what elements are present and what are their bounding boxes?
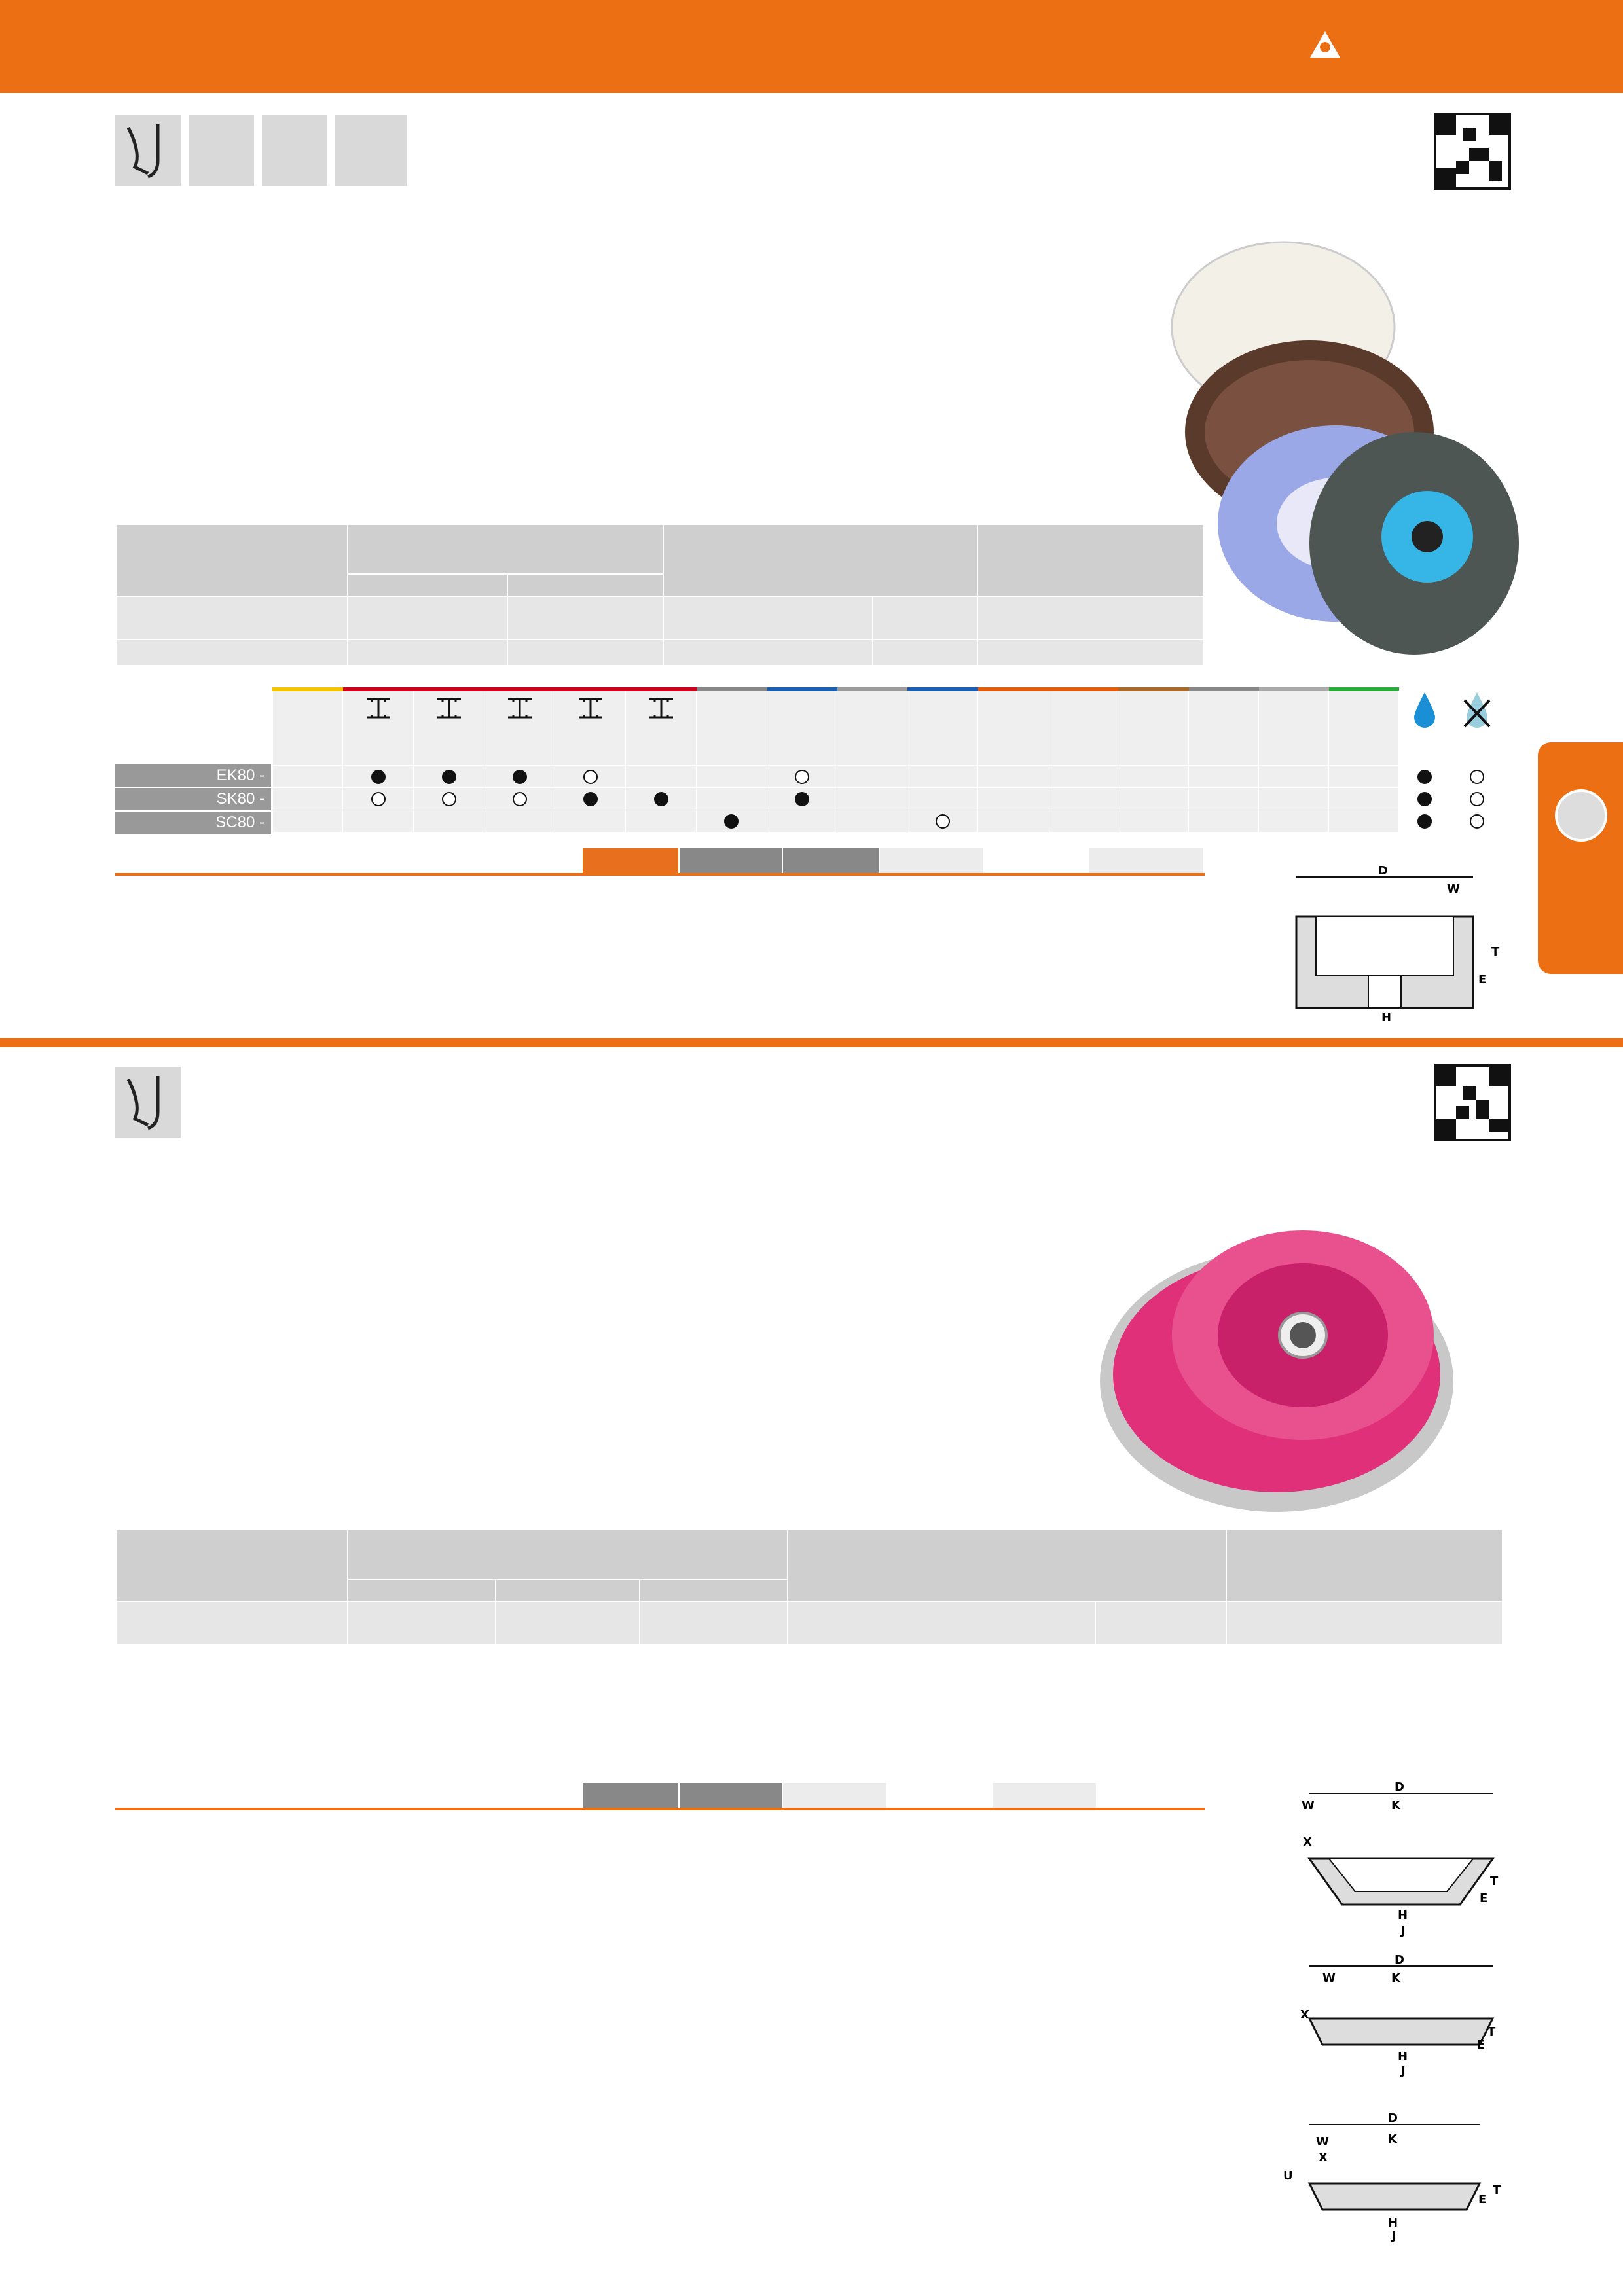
material-column-header	[484, 689, 555, 765]
svg-text:K: K	[1391, 1971, 1400, 1985]
suitability-grid	[272, 687, 1503, 833]
grinding-wheels-photo	[1152, 236, 1519, 668]
suitability-dot	[442, 770, 456, 784]
suitability-row	[273, 810, 1503, 832]
suitability-dot	[583, 770, 598, 784]
svg-text:T: T	[1493, 2183, 1501, 2197]
svg-text:T: T	[1490, 1874, 1499, 1888]
steel-beam-icon	[433, 696, 465, 720]
suitability-row-label: EK80 -	[115, 764, 271, 787]
grade-a-box	[189, 115, 254, 186]
dry-crossed-drop-icon	[1451, 689, 1503, 765]
material-column-header	[697, 689, 767, 765]
svg-text:D: D	[1395, 1953, 1404, 1967]
cbn-wheel-photo	[1087, 1185, 1519, 1525]
grinding-tool-icon	[115, 115, 181, 186]
suitability-dot	[371, 792, 386, 806]
qr-code-icon-2[interactable]	[1434, 1064, 1511, 1141]
form-12c2f-drawing	[1270, 2111, 1512, 2242]
svg-text:J: J	[1401, 1924, 1406, 1937]
suitability-dot	[724, 814, 739, 829]
section-description-2	[115, 1194, 1097, 1266]
hoffmann-logo-icon	[1309, 30, 1341, 59]
suitability-dot	[371, 770, 386, 784]
svg-text:D: D	[1388, 2111, 1398, 2125]
suitability-dot	[1470, 770, 1484, 784]
chapter-tab[interactable]	[1538, 742, 1623, 974]
steel-beam-icon	[504, 696, 536, 720]
svg-text:U: U	[1283, 2169, 1293, 2183]
suitability-dot	[795, 770, 809, 784]
form-6-box	[335, 115, 407, 186]
suitability-dot	[513, 792, 527, 806]
material-column-header	[626, 689, 697, 765]
svg-text:X: X	[1319, 2151, 1328, 2164]
svg-text:T: T	[1491, 945, 1500, 959]
suitability-row-label: SK80 -	[115, 788, 271, 810]
steel-beam-icon	[575, 696, 606, 720]
suitability-dot	[795, 792, 809, 806]
spec-table-2	[115, 1529, 1503, 1645]
material-column-header	[1328, 689, 1398, 765]
svg-text:E: E	[1480, 1892, 1488, 1905]
product-table-1	[115, 848, 1205, 876]
suitability-dot	[1470, 792, 1484, 806]
suitability-dot	[1417, 770, 1432, 784]
material-column-header	[767, 689, 837, 765]
material-column-header	[1048, 689, 1118, 765]
svg-text:D: D	[1378, 864, 1388, 878]
material-column-header	[907, 689, 978, 765]
svg-text:D: D	[1395, 1780, 1404, 1794]
spec-table-1	[115, 524, 1205, 666]
product-table-2	[115, 1783, 1205, 1810]
svg-text:H: H	[1398, 1909, 1408, 1922]
svg-text:T: T	[1487, 2025, 1496, 2039]
svg-text:H: H	[1388, 2216, 1398, 2230]
suitability-dot	[1470, 814, 1484, 829]
material-column-header	[1188, 689, 1258, 765]
suitability-row	[273, 787, 1503, 810]
svg-text:W: W	[1316, 2135, 1329, 2149]
steel-beam-icon	[646, 696, 677, 720]
svg-text:H: H	[1398, 2050, 1408, 2064]
form-6-drawing	[1283, 864, 1506, 1028]
svg-text:W: W	[1447, 882, 1460, 896]
form-11v9-drawing	[1283, 1780, 1512, 1937]
grade-sic-box	[262, 115, 327, 186]
suitability-dot	[583, 792, 598, 806]
suitability-dot	[513, 770, 527, 784]
suitability-dot	[936, 814, 950, 829]
qr-code-icon[interactable]	[1434, 113, 1511, 190]
suitability-row-label: SC80 -	[115, 812, 271, 834]
suitability-dot	[442, 792, 456, 806]
svg-text:X: X	[1300, 2008, 1309, 2022]
material-column-header	[837, 689, 907, 765]
svg-text:E: E	[1477, 2038, 1486, 2052]
grinding-tool-icon-2	[115, 1067, 181, 1138]
grinding-wheel-icon	[1555, 789, 1607, 842]
material-column-header	[414, 689, 484, 765]
section-divider	[0, 1038, 1623, 1047]
form-12v9-drawing	[1283, 1953, 1512, 2077]
svg-text:J: J	[1401, 2064, 1406, 2077]
material-column-header	[555, 689, 626, 765]
water-drop-icon	[1399, 689, 1451, 765]
suitability-dot	[1417, 792, 1432, 806]
material-column-header	[977, 689, 1048, 765]
suitability-row	[273, 765, 1503, 787]
svg-text:H: H	[1381, 1011, 1392, 1024]
material-column-header	[1118, 689, 1188, 765]
suitability-dot	[654, 792, 668, 806]
svg-text:K: K	[1391, 1799, 1400, 1812]
material-column-header	[343, 689, 414, 765]
material-column-header	[1258, 689, 1328, 765]
svg-text:W: W	[1322, 1971, 1336, 1985]
steel-beam-icon	[363, 696, 394, 720]
svg-text:E: E	[1478, 973, 1487, 986]
svg-text:E: E	[1478, 2193, 1487, 2206]
svg-text:X: X	[1303, 1835, 1312, 1849]
page-header	[0, 0, 1623, 93]
svg-text:J: J	[1392, 2229, 1396, 2242]
section-description	[115, 245, 1123, 269]
svg-text:K: K	[1388, 2132, 1397, 2146]
svg-text:W: W	[1302, 1799, 1315, 1812]
suitability-dot	[1417, 814, 1432, 829]
material-column-header	[273, 689, 343, 765]
